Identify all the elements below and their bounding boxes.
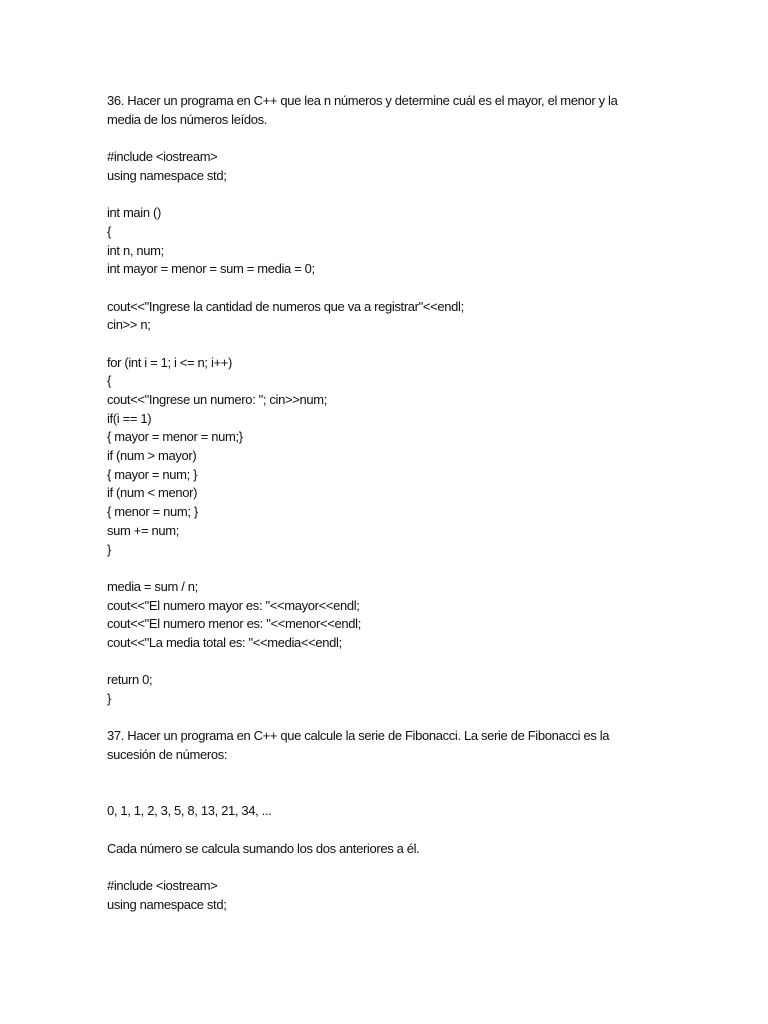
blank-line <box>107 765 667 802</box>
document-body <box>107 92 667 914</box>
code-line: int mayor = menor = sum = media = 0; <box>107 261 315 277</box>
code-line: if (num < menor) <box>107 485 198 501</box>
blank-line <box>107 821 667 840</box>
fibonacci-description: Cada número se calcula sumando los dos anteriores a él. <box>107 840 420 856</box>
code-line: { menor = num; } <box>107 504 198 520</box>
blank-line <box>107 653 667 672</box>
code-line: cout<<"Ingrese un numero: "; cin>>num; <box>107 392 327 407</box>
blank-line <box>107 559 667 578</box>
code-line: cout<<"Ingrese la cantidad de numeros que va a registrar"<<endl; <box>107 298 464 314</box>
blank-line <box>107 185 667 204</box>
code-line: if (num > mayor) <box>107 448 197 464</box>
exercise-36-heading-line-1: 36. Hacer un programa en C++ que lea n números y determine cuál es el mayor, el menor y la <box>107 93 618 108</box>
code-line: { mayor = menor = num;} <box>107 429 243 445</box>
exercise-37-heading-line-2: sucesión de números: <box>107 747 228 763</box>
code-line: if(i == 1) <box>107 410 152 426</box>
fibonacci-sequence: 0, 1, 1, 2, 3, 5, 8, 13, 21, 34, ... <box>107 803 272 819</box>
code-line: cout<<"El numero mayor es: "<<mayor<<endl; <box>107 597 360 613</box>
code-line: sum += num; <box>107 522 180 538</box>
code-line: using namespace std; <box>107 167 227 183</box>
blank-line <box>107 279 667 298</box>
code-line: int main () <box>107 205 161 221</box>
blank-line <box>107 858 667 877</box>
exercise-36-heading-line-2: media de los números leídos. <box>107 111 268 127</box>
code-line: #include <iostream> <box>107 149 218 165</box>
code-line: return 0; <box>107 672 153 688</box>
blank-line <box>107 129 667 148</box>
code-line: for (int i = 1; i <= n; i++) <box>107 354 232 370</box>
code-line: { <box>107 373 111 389</box>
code-line: int n, num; <box>107 242 164 258</box>
code-line: { mayor = num; } <box>107 466 198 482</box>
code-line: } <box>107 691 111 706</box>
code-line: cin>> n; <box>107 317 151 333</box>
code-line: } <box>107 541 111 557</box>
code-line: cout<<"El numero menor es: "<<menor<<endl; <box>107 616 361 632</box>
exercise-37-heading-line-1: 37. Hacer un programa en C++ que calcule la serie de Fibonacci. La serie de Fibonacci es la <box>107 728 610 744</box>
blank-line <box>107 335 667 354</box>
code-line: using namespace std; <box>107 896 227 912</box>
code-line: media = sum / n; <box>107 578 198 594</box>
code-line: { <box>107 223 111 239</box>
code-line: cout<<"La media total es: "<<media<<endl; <box>107 634 342 650</box>
blank-line <box>107 709 667 728</box>
code-line: #include <iostream> <box>107 877 218 893</box>
